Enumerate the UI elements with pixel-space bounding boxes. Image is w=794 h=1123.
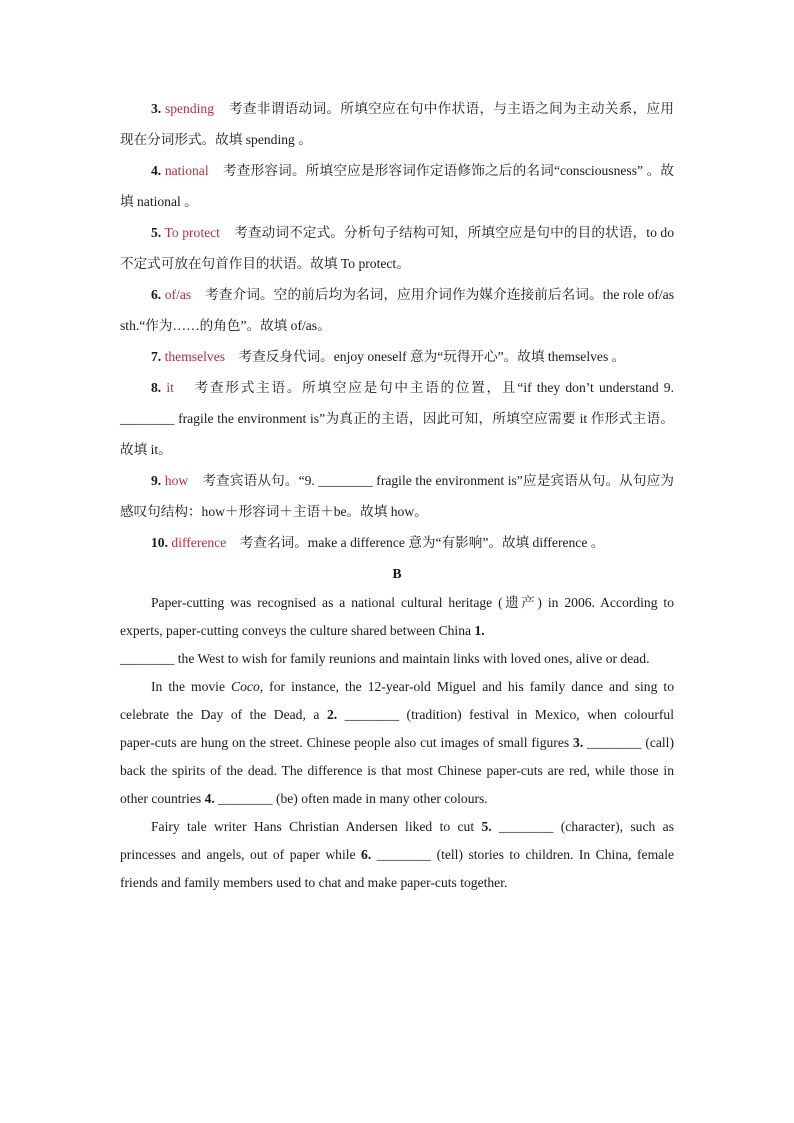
answer-item <box>120 465 674 527</box>
answer-item <box>120 372 674 465</box>
passage-b <box>120 589 674 897</box>
answer-key: difference <box>171 535 227 550</box>
blank-number: 1. <box>474 623 485 638</box>
answer-number: 3. <box>151 101 162 116</box>
blank-number: 6. <box>361 847 372 862</box>
answer-number: 5. <box>151 225 162 240</box>
passage-text: for instance, the 12-year-old Miguel and his family dance and sing to celebrate the Day of the Dead, a <box>120 679 674 722</box>
answer-explanation: 考查非谓语动词。所填空应在句中作状语，与主语之间为主动关系，应用现在分词形式。故填 spending 。 <box>120 101 675 147</box>
answer-number: 4. <box>151 163 162 178</box>
answer-key: it <box>166 380 174 395</box>
passage-text: the West to wish for family reunions and maintain links with loved ones, alive or dead. <box>174 651 650 666</box>
answer-explanation: 考查反身代词。enjoy oneself 意为“玩得开心”。故填 themselves 。 <box>238 349 626 364</box>
answer-key: To protect <box>164 225 220 240</box>
passage-text: (be) often made in many other colours. <box>275 791 488 806</box>
passage-text: (tell) stories to children. In China, female friends and family members used to chat and make paper-cuts together. <box>120 847 674 890</box>
answer-explanation: 考查形式主语。所填空应是句中主语的位置，且“if they don’t understand 9. ________ fragile the environment is”为真正的主语，因此可知，所填空应需要 it 作形式主语。故填 it。 <box>120 380 675 457</box>
passage-text: Paper‑cutting was recognised as a national cultural heritage (遗产) in 2006. According to experts, paper‑cutting conveys the culture shared between China <box>120 595 674 638</box>
blank-line: ________ <box>120 651 175 666</box>
blank-number: 2. <box>326 707 338 722</box>
blank-number: 5. <box>481 819 492 834</box>
passage-paragraph-3 <box>120 813 674 897</box>
answer-key: national <box>164 163 209 178</box>
answer-item <box>120 527 674 558</box>
answer-item <box>120 155 674 217</box>
passage-text: Fairy tale writer Hans Christian Andersen liked to cut <box>151 819 482 834</box>
answer-explanation: 考查动词不定式。分析句子结构可知，所填空应是句中的目的状语，to do 不定式可放在句首作目的状语。故填 To protect。 <box>120 225 675 271</box>
answer-item <box>120 217 674 279</box>
answer-key: how <box>164 473 189 488</box>
passage-text: (call) back the spirits of the dead. The difference is that most Chinese paper-cuts are red, while those in other countries <box>120 735 674 806</box>
answer-number: 10. <box>151 535 168 550</box>
answer-key: themselves <box>164 349 226 364</box>
blank-line: ________ <box>337 707 407 722</box>
document-page <box>120 93 674 897</box>
passage-paragraph-2 <box>120 673 674 813</box>
blank-number: 3. <box>573 735 584 750</box>
answer-key: spending <box>164 101 215 116</box>
answer-explanation: 考查名词。make a difference 意为“有影响”。故填 difference 。 <box>239 535 605 550</box>
answer-number: 8. <box>151 380 162 395</box>
answer-item <box>120 341 674 372</box>
blank-line: ________ <box>491 819 561 834</box>
blank-number: 4. <box>204 791 215 806</box>
passage-text: (character), such as princesses and angels, out of paper while <box>120 819 674 862</box>
answer-explanation: 考查宾语从句。“9. ________ fragile the environment is”应是宾语从句。从句应为感叹句结构：how＋形容词＋主语＋be。故填 how。 <box>120 473 675 519</box>
answer-explanation: 考查形容词。所填空应是形容词作定语修饰之后的名词“consciousness” 。故填 national 。 <box>120 163 675 209</box>
answer-number: 9. <box>151 473 162 488</box>
answer-item <box>120 93 674 155</box>
blank-line: ________ <box>583 735 646 750</box>
blank-line: ________ <box>371 847 437 862</box>
movie-title: Coco, <box>231 679 264 694</box>
answer-number: 6. <box>151 287 162 302</box>
blank-line: ________ <box>214 791 276 806</box>
answer-item <box>120 279 674 341</box>
section-title: B <box>392 566 402 581</box>
passage-text: (tradition) festival in Mexico, when colourful paper‑cuts are hung on the street. Chinese people also cut images of small figures <box>120 707 675 750</box>
answer-key: of/as <box>164 287 192 302</box>
answer-number: 7. <box>151 349 162 364</box>
answer-explanation: 考查介词。空的前后均为名词，应用介词作为媒介连接前后名词。the role of/as sth.“作为……的角色”。故填 of/as。 <box>120 287 674 333</box>
passage-paragraph-1 <box>120 589 674 673</box>
passage-text: In the movie <box>151 679 232 694</box>
